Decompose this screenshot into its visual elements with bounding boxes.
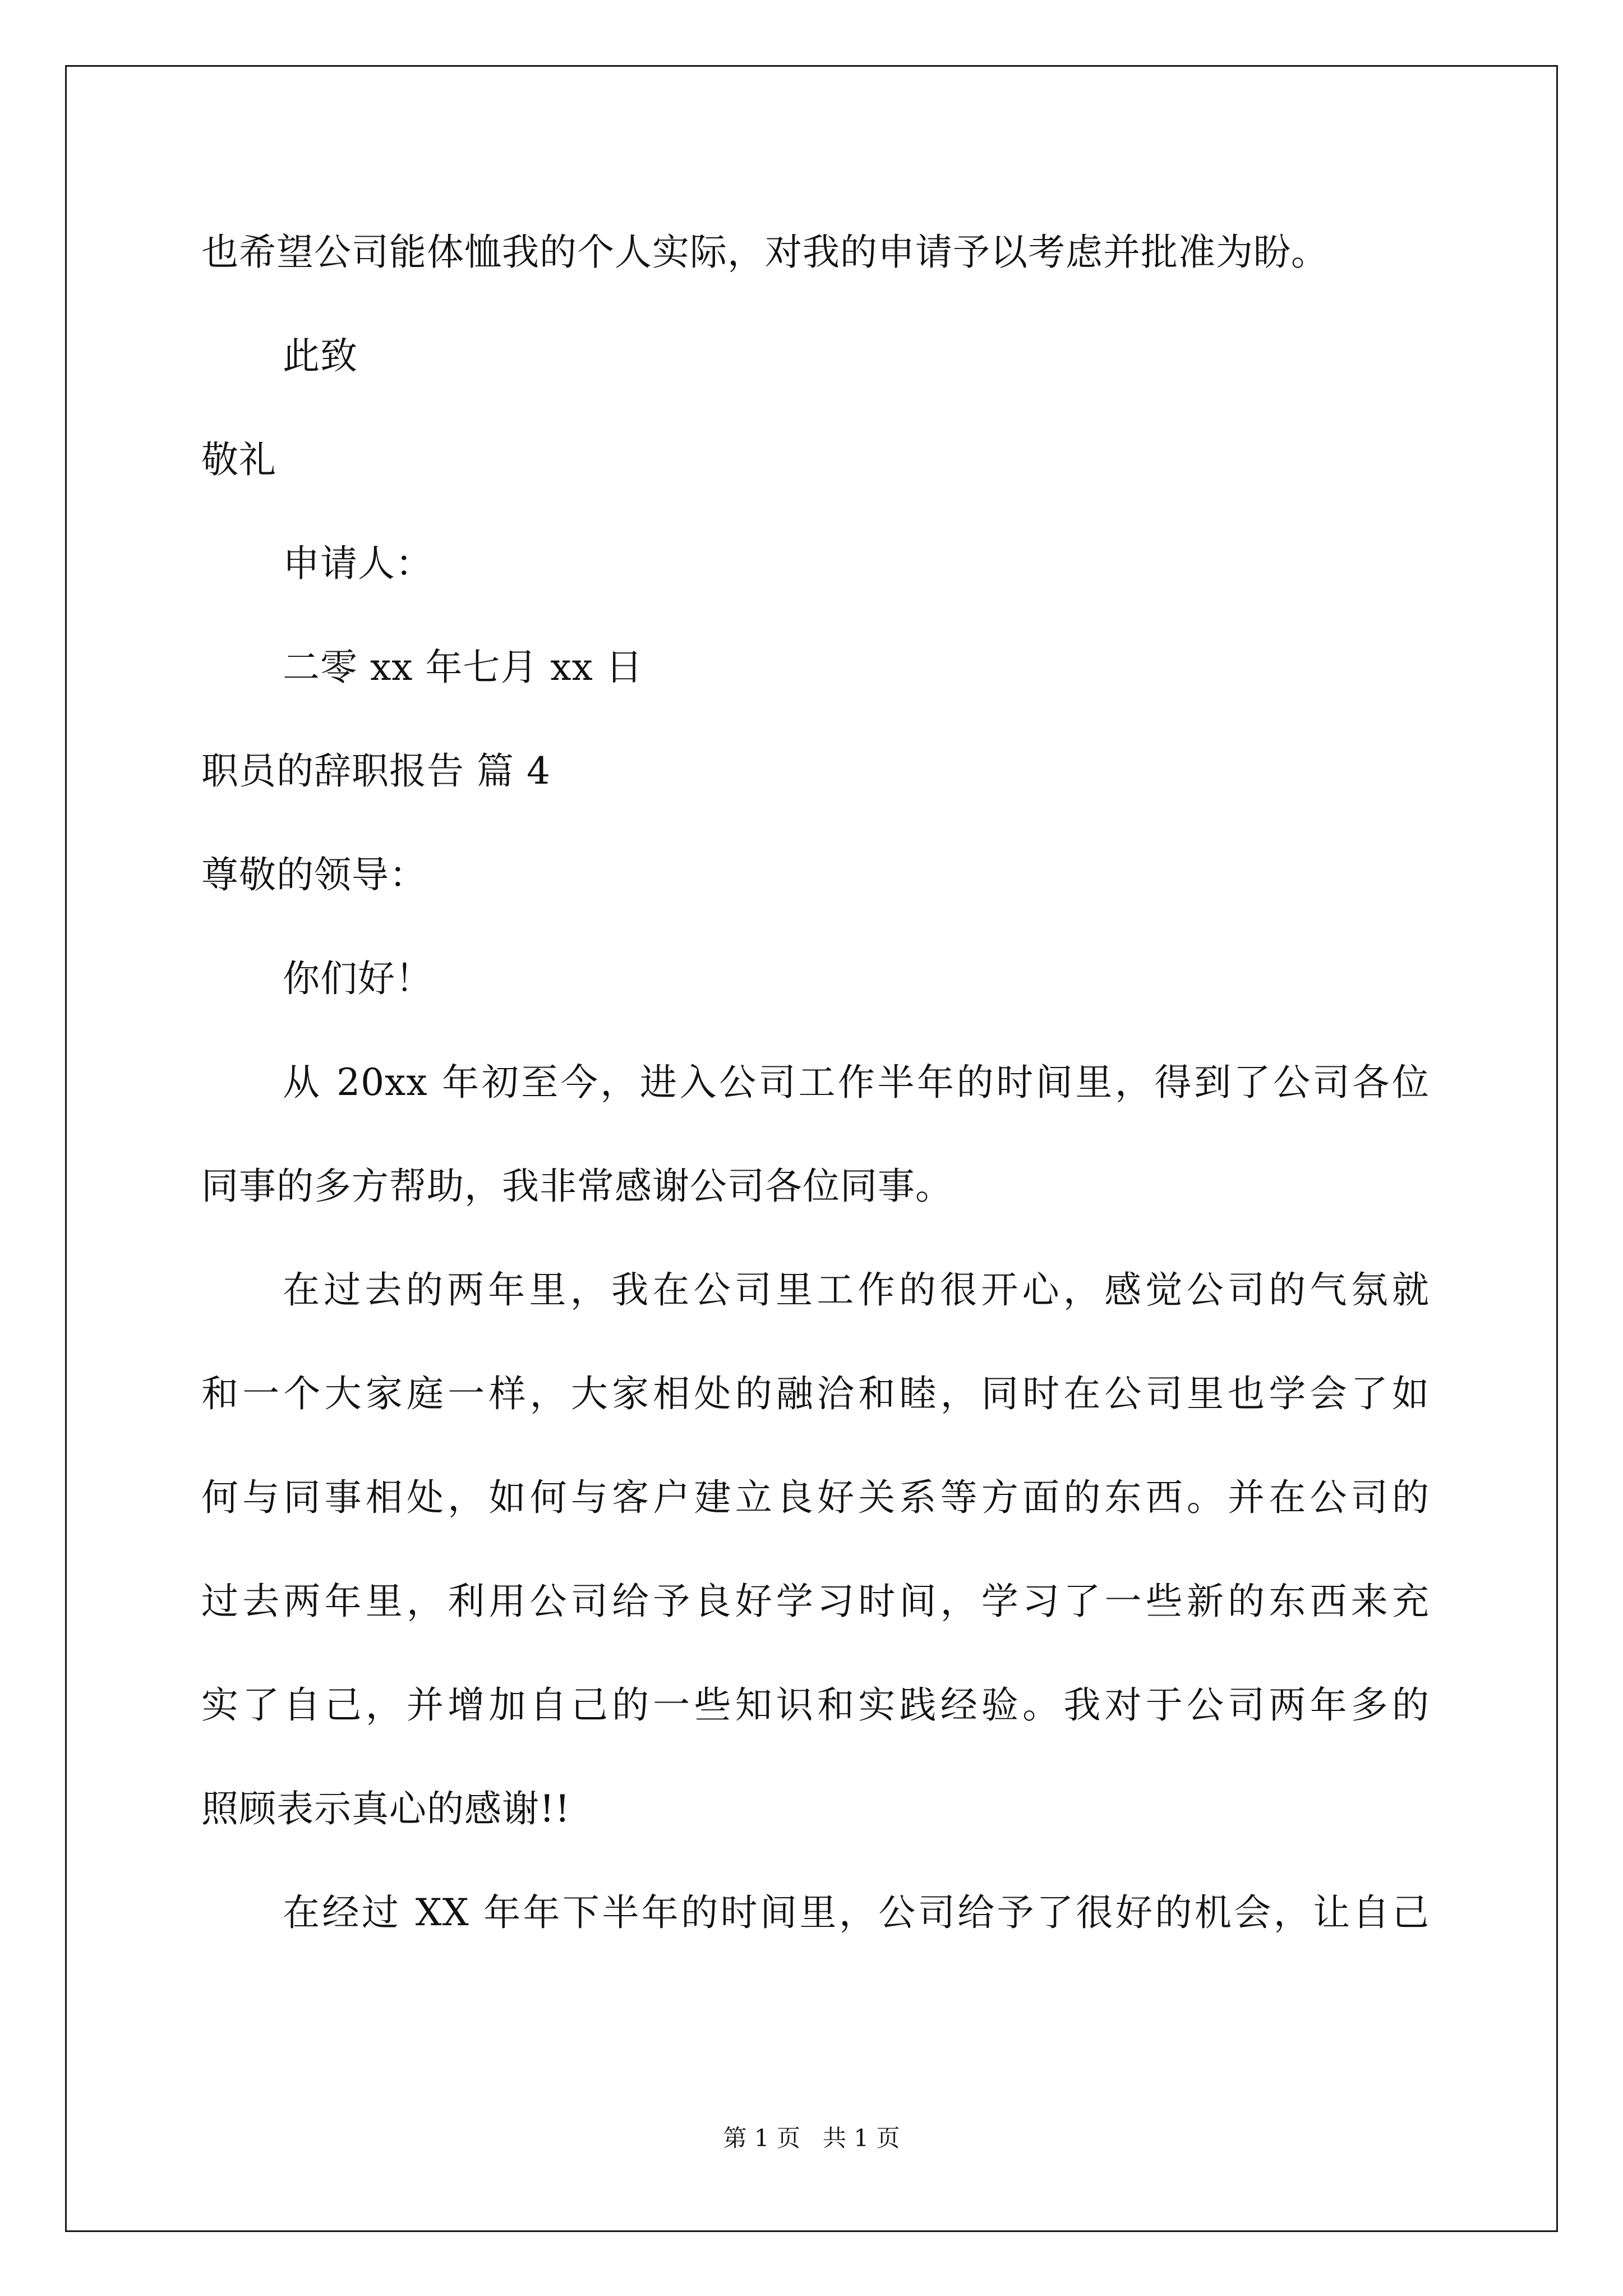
section-heading: 职员的辞职报告 篇 4 [201, 749, 551, 793]
text-line: 也希望公司能体恤我的个人实际，对我的申请予以考虑并批准为盼。 [201, 231, 1329, 274]
applicant-label: 申请人： [283, 542, 433, 585]
text-line: 何与同事相处，如何与客户建立良好关系等方面的东西。并在公司的 [201, 1476, 1430, 1519]
text-line: 照顾表示真心的感谢!! [201, 1787, 571, 1830]
closing-salutation: 此致 [283, 334, 358, 378]
page-footer: 第 1 页 共 1 页 [723, 2124, 900, 2152]
date-line: 二零 xx 年七月 xx 日 [283, 646, 643, 689]
text-line: 实了自己，并增加自己的一些知识和实践经验。我对于公司两年多的 [201, 1683, 1430, 1727]
text-line: 过去两年里，利用公司给予良好学习时间，学习了一些新的东西来充 [201, 1580, 1430, 1623]
text-line: 从 20xx 年初至今，进入公司工作半年的时间里，得到了公司各位 [283, 1061, 1430, 1104]
greeting-recipient: 尊敬的领导： [201, 853, 427, 896]
text-line: 在过去的两年里，我在公司里工作的很开心，感觉公司的气氛就 [283, 1268, 1430, 1312]
greeting: 你们好！ [283, 957, 433, 1000]
text-line: 同事的多方帮助，我非常感谢公司各位同事。 [201, 1165, 953, 1208]
closing-respect: 敬礼 [201, 438, 276, 481]
text-line: 和一个大家庭一样，大家相处的融洽和睦，同时在公司里也学会了如 [201, 1372, 1430, 1415]
text-line: 在经过 XX 年年下半年的时间里，公司给予了很好的机会，让自己 [283, 1891, 1430, 1934]
